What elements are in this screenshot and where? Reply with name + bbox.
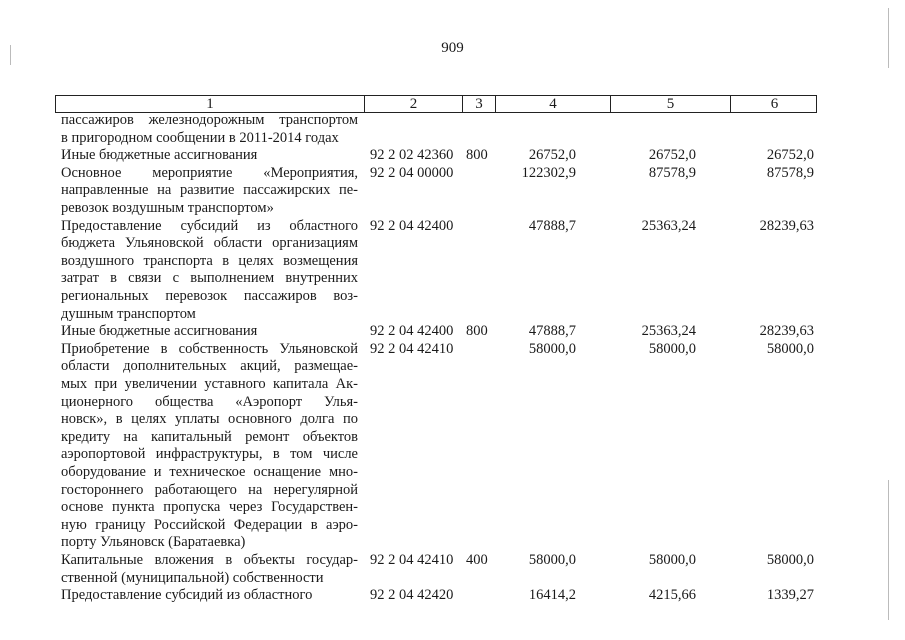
row-value-2016: 26752,0 <box>648 147 696 164</box>
row-code: 92 2 04 42410 <box>370 340 454 357</box>
row-value-2016: 58000,0 <box>648 552 696 568</box>
row-description <box>61 552 358 587</box>
row-description-line: новск», в целях уплаты основного долга по <box>61 411 358 428</box>
row-code: 92 2 04 00000 <box>370 164 454 181</box>
row-value-2015: 26752,0 <box>528 147 576 164</box>
row-description-line: Основное мероприятие «Мероприятия, <box>61 164 358 181</box>
row-value-2017: 28239,63 <box>759 323 814 340</box>
row-description-line: области дополнительных акций, размещае- <box>61 358 358 375</box>
row-value-2015: 58000,0 <box>528 340 576 357</box>
row-description-line: Предоставление субсидий из областного <box>61 587 313 604</box>
header-col-3: 3 <box>463 96 496 112</box>
row-description-line: ную границу Российской Федерации в аэро- <box>61 516 358 533</box>
scan-mark <box>888 8 889 68</box>
row-value-2017: 1339,27 <box>766 587 814 604</box>
header-col-1: 1 <box>56 96 365 112</box>
row-code: 92 2 04 42410 <box>370 552 454 568</box>
row-description-line: ственной (муниципальной) собственности <box>61 569 324 586</box>
row-description-line: аэропортовой инфраструктуры, в том числе <box>61 446 358 463</box>
row-value-2016: 87578,9 <box>648 164 696 181</box>
row-description-line: основе пункта пропуска через Государствен- <box>61 499 358 516</box>
row-value-2017: 26752,0 <box>766 147 814 164</box>
header-col-5: 5 <box>611 96 731 112</box>
row-description-line: пассажиров железнодорожным транспортом <box>61 112 358 128</box>
row-description-line: затрат в связи с выполнением внутренних <box>61 270 358 287</box>
row-value-2017: 58000,0 <box>766 340 814 357</box>
row-description-line: в пригородном сообщении в 2011-2014 годах <box>61 129 339 146</box>
row-description-line: ревозок воздушным транспортом» <box>61 199 274 216</box>
row-value-2016: 25363,24 <box>641 323 696 340</box>
row-description <box>61 165 358 218</box>
row-code: 92 2 04 42400 <box>370 217 454 234</box>
row-value-2015: 122302,9 <box>521 164 576 181</box>
row-description-line: бюджета Ульяновской области организациям <box>61 235 358 252</box>
row-code: 92 2 04 42400 <box>370 323 454 340</box>
row-description-line: воздушного транспорта в целях возмещения <box>61 252 358 269</box>
row-description <box>61 112 358 147</box>
row-expense-type: 800 <box>466 147 488 164</box>
header-col-4: 4 <box>496 96 611 112</box>
row-description-line: Приобретение в собственность Ульяновской <box>61 340 358 357</box>
row-value-2015: 16414,2 <box>528 587 576 604</box>
row-description <box>61 341 358 552</box>
row-description-line: Иные бюджетные ассигнования <box>61 323 258 340</box>
row-expense-type: 800 <box>466 323 488 340</box>
row-value-2016: 4215,66 <box>648 587 696 604</box>
row-description-line: душным транспортом <box>61 305 196 322</box>
page-number: 909 <box>441 40 464 56</box>
scan-mark <box>888 480 889 620</box>
row-description-line: направленные на развитие пассажирских пе- <box>61 182 358 199</box>
row-description <box>61 323 358 341</box>
header-col-6: 6 <box>770 95 779 112</box>
row-description-line: Предоставление субсидий из областного <box>61 217 358 234</box>
row-code: 92 2 04 42420 <box>370 587 454 604</box>
row-description-line: мых при увеличении уставного капитала Ак- <box>61 375 358 392</box>
table-header <box>55 95 817 113</box>
row-description-line: порту Ульяновск (Баратаевка) <box>61 534 246 551</box>
row-value-2015: 47888,7 <box>528 217 576 234</box>
row-code: 92 2 02 42360 <box>370 147 454 164</box>
row-value-2016: 58000,0 <box>648 340 696 357</box>
row-description <box>61 587 358 605</box>
row-description-line: Иные бюджетные ассигнования <box>61 147 258 164</box>
row-value-2017: 58000,0 <box>766 552 814 568</box>
scan-mark <box>10 45 11 65</box>
header-col-2: 2 <box>365 96 463 112</box>
row-value-2015: 58000,0 <box>528 552 576 568</box>
row-description-line: Капитальные вложения в объекты государ- <box>61 552 358 568</box>
row-description-line: ционерного общества «Аэропорт Улья- <box>61 393 358 410</box>
row-description-line: кредиту на капитальный ремонт объектов <box>61 428 358 445</box>
row-value-2016: 25363,24 <box>641 217 696 234</box>
row-description <box>61 147 358 165</box>
row-value-2017: 87578,9 <box>766 164 814 181</box>
row-description-line: оборудование и техническое оснащение мно- <box>61 463 358 480</box>
row-value-2015: 47888,7 <box>528 323 576 340</box>
row-description <box>61 218 358 324</box>
row-description-line: региональных перевозок пассажиров воз- <box>61 287 358 304</box>
row-description-line: гостороннего работающего на нерегулярной <box>61 481 358 498</box>
row-expense-type: 400 <box>466 552 488 568</box>
row-value-2017: 28239,63 <box>759 217 814 234</box>
